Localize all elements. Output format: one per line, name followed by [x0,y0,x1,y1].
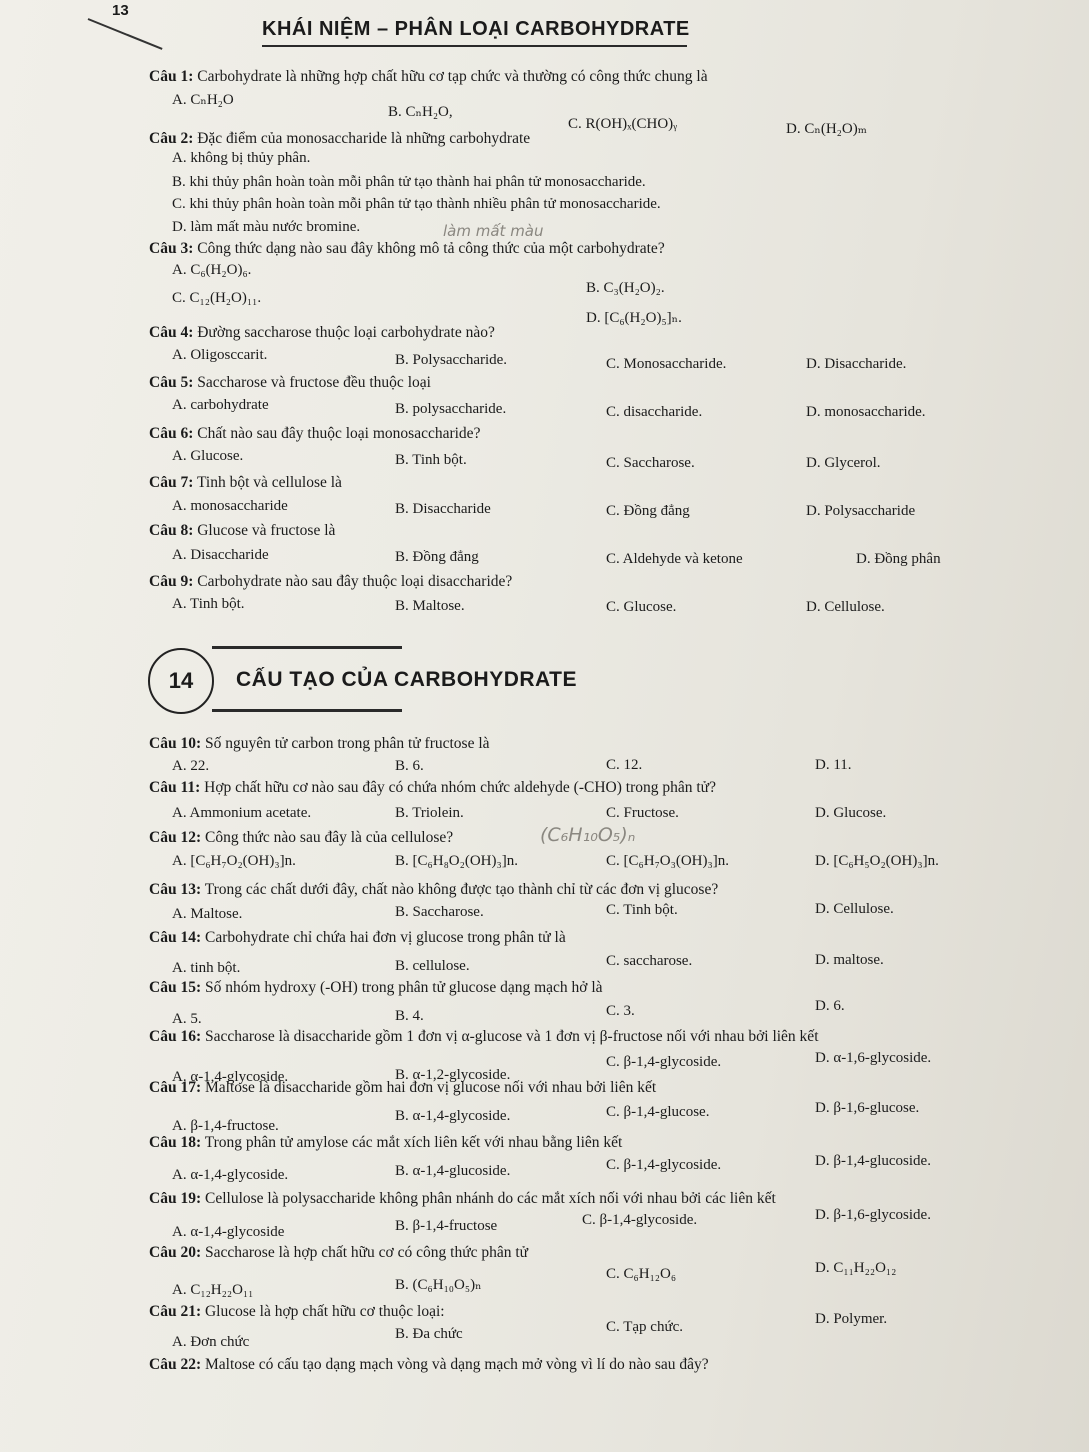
q17-option-a: A. β-1,4-fructose. [172,1118,279,1134]
q15-option-b: B. 4. [395,1008,424,1024]
q21-option-a: A. Đơn chức [172,1334,250,1350]
q5-option-a: A. carbohydrate [172,397,269,413]
question-5: Câu 5: Saccharose và fructose đều thuộc loại [149,374,431,391]
question-7: Câu 7: Tinh bột và cellulose là [149,474,342,491]
question-17: Câu 17: Maltose là disaccharide gồm hai đơn vị glucose nối với nhau bởi liên kết [149,1079,657,1096]
q9-option-d: D. Cellulose. [806,599,885,615]
q2-option-c: C. khi thủy phân hoàn toàn mỗi phân tử tạo thành nhiều phân tử monosaccharide. [172,196,661,212]
q8-option-b: B. Đồng đẳng [395,549,479,565]
q7-option-c: C. Đồng đẳng [606,503,690,519]
q10-option-b: B. 6. [395,758,424,774]
q18-option-d: D. β-1,4-glucoside. [815,1153,931,1169]
q6-option-b: B. Tinh bột. [395,452,467,468]
q2-option-a: A. không bị thủy phân. [172,150,311,166]
q14-option-a: A. tinh bột. [172,960,241,976]
q16-option-c: C. β-1,4-glycoside. [606,1054,722,1070]
q4-option-a: A. Oligosccarit. [172,347,268,363]
question-1: Câu 1: Carbohydrate là những hợp chất hữu cơ tạp chức và thường có công thức chung là [149,68,708,85]
q3-option-d: D. [C₆(H₂O)₅]ₙ. [586,310,682,326]
q19-option-c: C. β-1,4-glycoside. [582,1212,698,1228]
q12-option-d: D. [C₆H₅O₂(OH)₃]n. [815,853,939,869]
q2-option-d: D. làm mất màu nước bromine. [172,219,361,235]
question-3: Câu 3: Công thức dạng nào sau đây không mô tả công thức của một carbohydrate? [149,240,665,257]
q6-option-d: D. Glycerol. [806,455,881,471]
question-13: Câu 13: Trong các chất dưới đây, chất nào không được tạo thành chỉ từ các đơn vị glucose? [149,881,719,898]
q1-option-c: C. R(OH)ₓ(CHO)ᵧ [568,116,678,132]
question-21: Câu 21: Glucose là hợp chất hữu cơ thuộc loại: [149,1303,445,1320]
q10-option-a: A. 22. [172,758,210,774]
header-title: KHÁI NIỆM – PHÂN LOẠI CARBOHYDRATE [262,18,690,40]
q13-option-a: A. Maltose. [172,906,243,922]
section-number-badge: 14 [148,648,214,714]
question-15: Câu 15: Số nhóm hydroxy (-OH) trong phân tử glucose dạng mạch hở là [149,979,603,996]
q1-option-a: A. CₙH₂O [172,92,234,108]
q20-option-d: D. C₁₁H₂₂O₁₂ [815,1260,897,1276]
q13-option-d: D. Cellulose. [815,901,894,917]
question-18: Câu 18: Trong phân tử amylose các mắt xích liên kết với nhau bằng liên kết [149,1134,623,1151]
q15-option-a: A. 5. [172,1011,202,1027]
question-14: Câu 14: Carbohydrate chỉ chứa hai đơn vị glucose trong phân tử là [149,929,566,946]
q13-option-b: B. Saccharose. [395,904,484,920]
q17-option-d: D. β-1,6-glucose. [815,1100,920,1116]
question-9: Câu 9: Carbohydrate nào sau đây thuộc loại disaccharide? [149,573,513,590]
q15-option-d: D. 6. [815,998,845,1014]
q5-option-c: C. disaccharide. [606,404,703,420]
q17-option-b: B. α-1,4-glycoside. [395,1108,511,1124]
question-2: Câu 2: Đặc điểm của monosaccharide là những carbohydrate [149,130,531,147]
question-10: Câu 10: Số nguyên tử carbon trong phân tử fructose là [149,735,490,752]
section-title: CẤU TẠO CỦA CARBOHYDRATE [236,668,577,691]
q16-option-a: A. α-1,4-glycoside. [172,1069,289,1085]
section-rule-top [212,646,402,649]
q11-option-a: A. Ammonium acetate. [172,805,312,821]
q4-option-b: B. Polysaccharide. [395,352,508,368]
q12-option-c: C. [C₆H₇O₃(OH)₃]n. [606,853,729,869]
q18-option-c: C. β-1,4-glycoside. [606,1157,722,1173]
question-6: Câu 6: Chất nào sau đây thuộc loại monosaccharide? [149,425,481,442]
q16-option-b: B. α-1,2-glycoside. [395,1067,511,1083]
q8-option-c: C. Aldehyde và ketone [606,551,743,567]
q5-option-d: D. monosaccharide. [806,404,926,420]
q9-option-b: B. Maltose. [395,598,465,614]
q12-option-b: B. [C₆H₈O₂(OH)₃]n. [395,853,518,869]
q11-option-b: B. Triolein. [395,805,464,821]
question-19: Câu 19: Cellulose là polysaccharide không phân nhánh do các mắt xích nối với nhau bởi các liên kết [149,1190,776,1207]
q11-option-c: C. Fructose. [606,805,679,821]
q7-option-a: A. monosaccharide [172,498,288,514]
q8-option-a: A. Disaccharide [172,547,269,563]
q21-option-d: D. Polymer. [815,1311,888,1327]
question-4: Câu 4: Đường saccharose thuộc loại carbohydrate nào? [149,324,495,341]
q18-option-b: B. α-1,4-glucoside. [395,1163,511,1179]
question-16: Câu 16: Saccharose là disaccharide gồm 1 đơn vị α-glucose và 1 đơn vị β-fructose nối với nhau bởi liên kết [149,1028,819,1045]
handwritten-note-q2: làm mất màu [443,222,544,240]
q18-option-a: A. α-1,4-glycoside. [172,1167,289,1183]
q12-option-a: A. [C₆H₇O₂(OH)₃]n. [172,853,296,869]
q9-option-a: A. Tinh bột. [172,596,245,612]
question-22: Câu 22: Maltose có cấu tạo dạng mạch vòng và dạng mạch mở vòng vì lí do nào sau đây? [149,1356,709,1373]
q15-option-c: C. 3. [606,1003,635,1019]
q14-option-c: C. saccharose. [606,953,693,969]
question-11: Câu 11: Hợp chất hữu cơ nào sau đây có chứa nhóm chức aldehyde (-CHO) trong phân tử? [149,779,716,796]
q3-option-c: C. C₁₂(H₂O)₁₁. [172,290,262,306]
q17-option-c: C. β-1,4-glucose. [606,1104,710,1120]
q21-option-b: B. Đa chức [395,1326,463,1342]
q6-option-c: C. Saccharose. [606,455,695,471]
handwritten-note-q12: (C₆H₁₀O₅)ₙ [540,824,636,846]
q19-option-b: B. β-1,4-fructose [395,1218,498,1234]
question-12: Câu 12: Công thức nào sau đây là của cellulose? [149,829,454,846]
q9-option-c: C. Glucose. [606,599,677,615]
q11-option-d: D. Glucose. [815,805,887,821]
q10-option-c: C. 12. [606,757,643,773]
q2-option-b: B. khi thủy phân hoàn toàn mỗi phân tử tạo thành hai phân tử monosaccharide. [172,174,646,190]
q19-option-d: D. β-1,6-glycoside. [815,1207,931,1223]
header-number: 13 [112,2,129,19]
header-rule [262,45,687,47]
q7-option-b: B. Disaccharide [395,501,491,517]
q16-option-d: D. α-1,6-glycoside. [815,1050,932,1066]
q20-option-b: B. (C₆H₁₀O₅)ₙ [395,1277,482,1293]
q14-option-b: B. cellulose. [395,958,470,974]
q1-option-d: D. Cₙ(H₂O)ₘ [786,121,867,137]
q20-option-c: C. C₆H₁₂O₆ [606,1266,677,1282]
q10-option-d: D. 11. [815,757,852,773]
header-corner-line [88,18,163,50]
q21-option-c: C. Tạp chức. [606,1319,683,1335]
q4-option-d: D. Disaccharide. [806,356,907,372]
question-20: Câu 20: Saccharose là hợp chất hữu cơ có công thức phân tử [149,1244,529,1261]
q5-option-b: B. polysaccharide. [395,401,507,417]
q19-option-a: A. α-1,4-glycoside [172,1224,285,1240]
q3-option-b: B. C₃(H₂O)₂. [586,280,665,296]
q7-option-d: D. Polysaccharide [806,503,916,519]
question-8: Câu 8: Glucose và fructose là [149,522,336,539]
q20-option-a: A. C₁₂H₂₂O₁₁ [172,1282,254,1298]
section-rule-bottom [212,709,402,712]
q8-option-d: D. Đồng phân [856,551,941,567]
q14-option-d: D. maltose. [815,952,884,968]
q3-option-a: A. C₆(H₂O)₆. [172,262,252,278]
q13-option-c: C. Tinh bột. [606,902,678,918]
q6-option-a: A. Glucose. [172,448,244,464]
q4-option-c: C. Monosaccharide. [606,356,727,372]
q1-option-b: B. CₙH₂O, [388,104,453,120]
